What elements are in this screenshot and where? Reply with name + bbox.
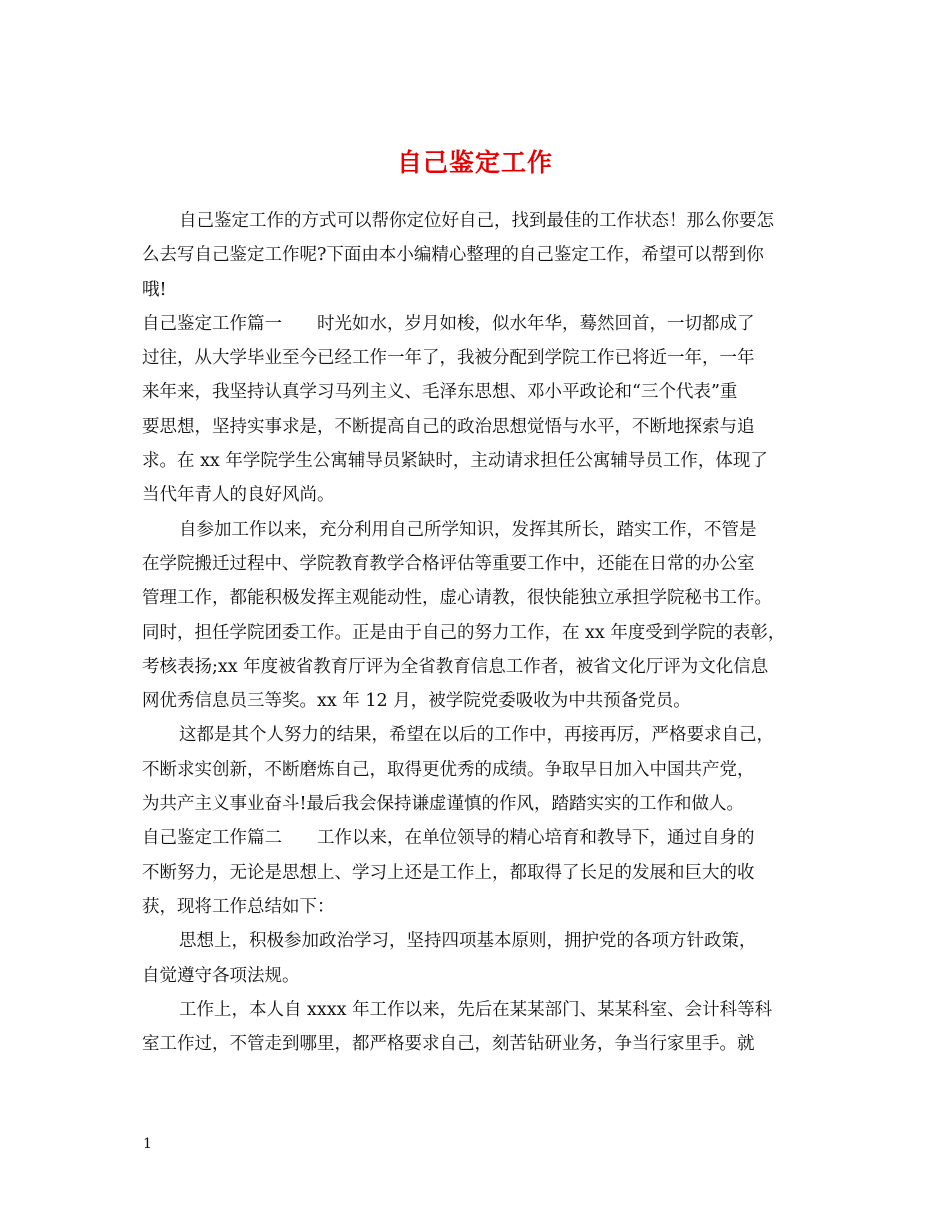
- text-line: 来年来，我坚持认真学习马列主义、毛泽东思想、邓小平政论和“三个代表”重: [142, 382, 738, 403]
- text-line: 自己鉴定工作篇一 时光如水，岁月如梭，似水年华，蓦然回首，一切都成了: [142, 313, 755, 334]
- text-line: 室工作过，不管走到哪里，都严格要求自己，刻苦钻研业务，争当行家里手。就: [142, 1034, 755, 1055]
- text-line: 在学院搬迁过程中、学院教育教学合格评估等重要工作中，还能在日常的办公室: [142, 553, 755, 574]
- page-number: 1: [143, 1136, 152, 1152]
- text-line: 管理工作，都能积极发挥主观能动性，虚心请教，很快能独立承担学院秘书工作。: [142, 588, 772, 609]
- text-line: 自己鉴定工作的方式可以帮你定位好自己，找到最佳的工作状态！那么你要怎: [179, 211, 774, 231]
- text-line: 获，现将工作总结如下：: [142, 896, 335, 917]
- text-line: 过往，从大学毕业至今已经工作一年了，我被分配到学院工作已将近一年，一年: [142, 348, 755, 369]
- text-line: 哦!: [142, 279, 167, 300]
- text-line: 当代年青人的良好风尚。: [142, 485, 335, 506]
- text-line: 求。在 xx 年学院学生公寓辅导员紧缺时，主动请求担任公寓辅导员工作，体现了: [142, 451, 768, 472]
- text-line: 网优秀信息员三等奖。xx 年 12 月，被学院党委吸收为中共预备党员。: [142, 691, 691, 712]
- text-line: 考核表扬;xx 年度被省教育厅评为全省教育信息工作者，被省文化厅评为文化信息: [142, 656, 769, 677]
- text-line: 要思想，坚持实事求是，不断提高自己的政治思想觉悟与水平，不断地探索与追: [142, 416, 755, 437]
- text-line: 不断求实创新，不断磨炼自己，取得更优秀的成绩。争取早日加入中国共产党，: [142, 759, 755, 780]
- text-line: 么去写自己鉴定工作呢?下面由本小编精心整理的自己鉴定工作，希望可以帮到你: [142, 245, 764, 266]
- text-line: 为共产主义事业奋斗!最后我会保持谦虚谨慎的作风，踏踏实实的工作和做人。: [142, 794, 745, 815]
- text-line: 同时，担任学院团委工作。正是由于自己的努力工作，在 xx 年度受到学院的表彰，: [142, 622, 786, 643]
- text-line: 自觉遵守各项法规。: [142, 965, 300, 986]
- text-line: 这都是其个人努力的结果，希望在以后的工作中，再接再厉，严格要求自己，: [179, 725, 774, 746]
- text-line: 自己鉴定工作篇二 工作以来，在单位领导的精心培育和教导下，通过自身的: [142, 828, 755, 849]
- text-line: 自参加工作以来，充分利用自己所学知识，发挥其所长，踏实工作，不管是: [179, 519, 757, 540]
- page-title: 自己鉴定工作: [396, 147, 553, 177]
- text-line: 不断努力，无论是思想上、学习上还是工作上，都取得了长足的发展和巨大的收: [142, 862, 755, 883]
- text-line: 工作上，本人自 xxxx 年工作以来，先后在某某部门、某某科室、会计科等科: [179, 999, 773, 1020]
- document-body: [142, 204, 822, 1061]
- text-line: 思想上，积极参加政治学习，坚持四项基本原则，拥护党的各项方针政策，: [179, 931, 757, 952]
